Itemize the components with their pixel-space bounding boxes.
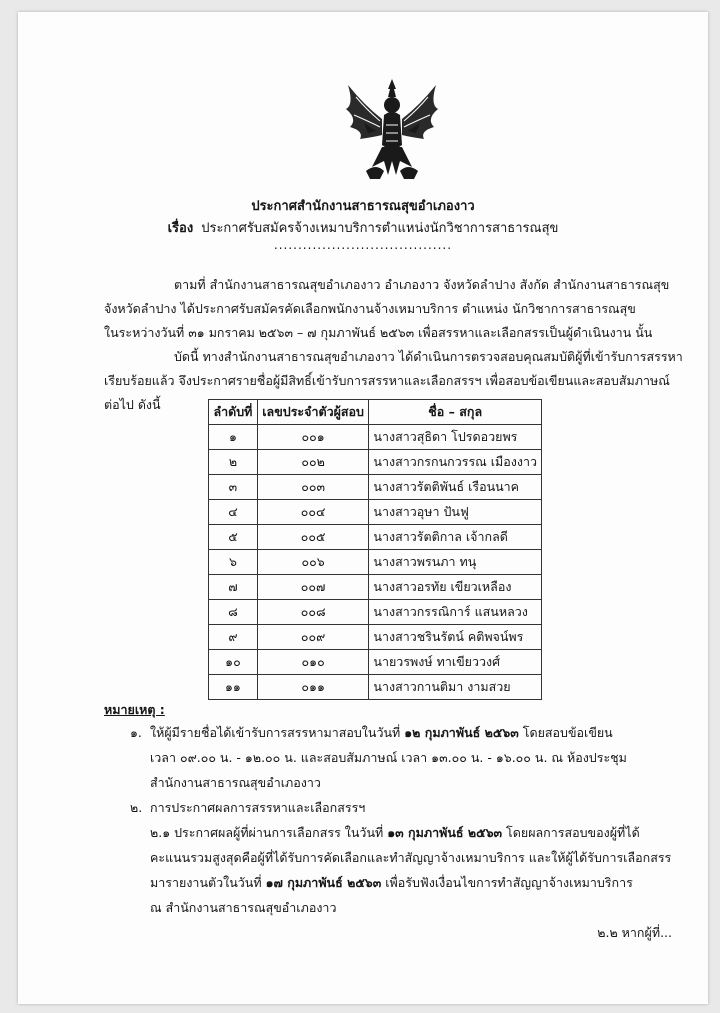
header-order: ลำดับที่ xyxy=(209,400,258,425)
row-fullname: นางสาวกรกนกวรรณ เมืองงาว xyxy=(369,450,542,475)
row-fullname: นางสาวรัตติพันธ์ เรือนนาค xyxy=(369,475,542,500)
paragraph1-line1: ตามที่ สำนักงานสาธารณสุขอำเภองาว อำเภองาว จังหวัดลำปาง สังกัด สำนักงานสาธารณสุข xyxy=(174,277,670,292)
row-order: ๗ xyxy=(209,575,258,600)
candidate-table xyxy=(208,399,542,700)
remark21-line2: คะแนนรวมสูงสุดคือผู้ที่ได้รับการคัดเลือกและทำสัญญาจ้างเหมาบริการ และให้ผู้ได้รับการเลือกสรร xyxy=(150,850,672,865)
announcement-title: ประกาศสำนักงานสาธารณสุขอำเภองาว xyxy=(251,199,475,214)
row-exam-id: ๐๐๕ xyxy=(257,525,369,550)
remark21-date: ๑๓ กุมภาพันธ์ ๒๕๖๓ xyxy=(387,825,503,840)
remark21-line1 xyxy=(150,824,640,842)
paragraph1-line3: ในระหว่างวันที่ ๓๑ มกราคม ๒๕๖๓ – ๗ กุมภาพันธ์ ๒๕๖๓ เพื่อสรรหาและเลือกสรรเป็นผู้ดำเนินงาน นั้น xyxy=(104,325,653,340)
remark1-line3: สำนักงานสาธารณสุขอำเภองาว xyxy=(150,775,321,790)
row-order: ๘ xyxy=(209,600,258,625)
row-order: ๙ xyxy=(209,625,258,650)
header-exam-id: เลขประจำตัวผู้สอบ xyxy=(257,400,369,425)
row-fullname: นางสาวอรทัย เขียวเหลือง xyxy=(369,575,542,600)
row-order: ๕ xyxy=(209,525,258,550)
row-order: ๑๐ xyxy=(209,650,258,675)
paragraph2-line1: บัดนี้ ทางสำนักงานสาธารณสุขอำเภองาว ได้ดำเนินการตรวจสอบคุณสมบัติผู้ที่เข้ารับการสรรหา xyxy=(174,349,683,364)
row-order: ๒ xyxy=(209,450,258,475)
row-fullname: นายวรพงษ์ ทาเขียววงศ์ xyxy=(369,650,542,675)
remarks-label: หมายเหตุ : xyxy=(104,702,165,717)
remark21-line3 xyxy=(150,874,633,892)
remark1-line2: เวลา ๐๙.๐๐ น. - ๑๒.๐๐ น. และสอบสัมภาษณ์ เวลา ๑๓.๐๐ น. - ๑๖.๐๐ น. ณ ห้องประชุม xyxy=(150,750,627,765)
row-fullname: นางสาวรัตติกาล เจ้ากลดี xyxy=(369,525,542,550)
subject-text: ประกาศรับสมัครจ้างเหมาบริการตำแหน่งนักวิชาการสาธารณสุข xyxy=(201,221,559,236)
remark2-number: ๒. xyxy=(130,800,143,815)
garuda-emblem-icon xyxy=(336,75,448,185)
row-fullname: นางสาวสุธิดา โปรดอวยพร xyxy=(369,425,542,450)
row-exam-id: ๐๐๔ xyxy=(257,500,369,525)
paragraph2-line3: ต่อไป ดังนี้ xyxy=(104,397,161,412)
remark21-line3-text-b: เพื่อรับฟังเงื่อนไขการทำสัญญาจ้างเหมาบริการ xyxy=(385,875,633,890)
remark1-date: ๑๒ กุมภาพันธ์ ๒๕๖๓ xyxy=(404,725,519,740)
remark2-line1: การประกาศผลการสรรหาและเลือกสรรฯ xyxy=(150,800,366,815)
table-row xyxy=(209,575,542,600)
table-row xyxy=(209,425,542,450)
remark21-text-a: ๒.๑ ประกาศผลผู้ที่ผ่านการเลือกสรร ในวันที่ xyxy=(150,825,384,840)
remark21-line3-text-a: มารายงานตัวในวันที่ xyxy=(150,875,262,890)
row-exam-id: ๐๐๑ xyxy=(257,425,369,450)
remark1-line1 xyxy=(150,724,613,742)
table-row xyxy=(209,475,542,500)
table-row xyxy=(209,525,542,550)
table-row xyxy=(209,600,542,625)
continuation-text: ๒.๒ หากผู้ที่... xyxy=(597,925,672,940)
row-order: ๓ xyxy=(209,475,258,500)
remark1-text-b: โดยสอบข้อเขียน xyxy=(522,725,613,740)
row-fullname: นางสาวกานติมา งามสวย xyxy=(369,675,542,700)
paragraph1-line2: จังหวัดลำปาง ได้ประกาศรับสมัครคัดเลือกพนักงานจ้างเหมาบริการ ตำแหน่ง นักวิชาการสาธารณสุข xyxy=(104,301,636,316)
remark21-line4: ณ สำนักงานสาธารณสุขอำเภองาว xyxy=(150,900,337,915)
remark1-text-a: ให้ผู้มีรายชื่อได้เข้ารับการสรรหามาสอบในวันที่ xyxy=(150,725,401,740)
row-order: ๔ xyxy=(209,500,258,525)
remark21-text-b: โดยผลการสอบของผู้ที่ได้ xyxy=(506,825,640,840)
row-fullname: นางสาวกรรณิการ์ แสนหลวง xyxy=(369,600,542,625)
document-page xyxy=(18,12,708,1004)
subject-label: เรื่อง xyxy=(167,221,194,236)
row-order: ๑๑ xyxy=(209,675,258,700)
row-exam-id: ๐๐๘ xyxy=(257,600,369,625)
table-row xyxy=(209,675,542,700)
row-exam-id: ๐๐๓ xyxy=(257,475,369,500)
row-exam-id: ๐๑๑ xyxy=(257,675,369,700)
row-exam-id: ๐๑๐ xyxy=(257,650,369,675)
row-fullname: นางสาวพรนภา ทนุ xyxy=(369,550,542,575)
row-order: ๑ xyxy=(209,425,258,450)
remark1-number: ๑. xyxy=(130,725,142,740)
table-row xyxy=(209,625,542,650)
row-fullname: นางสาวชรินรัตน์ คติพจน์พร xyxy=(369,625,542,650)
table-row xyxy=(209,450,542,475)
title-divider: ..................................... xyxy=(273,238,453,252)
row-exam-id: ๐๐๙ xyxy=(257,625,369,650)
announcement-subject xyxy=(18,217,708,238)
row-exam-id: ๐๐๒ xyxy=(257,450,369,475)
row-fullname: นางสาวอุษา ปันฟู xyxy=(369,500,542,525)
header-fullname: ชื่อ – สกุล xyxy=(369,400,542,425)
table-row xyxy=(209,550,542,575)
remark21-report-date: ๑๗ กุมภาพันธ์ ๒๕๖๓ xyxy=(265,875,382,890)
row-exam-id: ๐๐๖ xyxy=(257,550,369,575)
paragraph2-line2: เรียบร้อยแล้ว จึงประกาศรายชื่อผู้มีสิทธิ์เข้ารับการสรรหาและเลือกสรรฯ เพื่อสอบข้อเขียนและสอบสัมภาษณ์ xyxy=(104,373,670,388)
table-row xyxy=(209,500,542,525)
row-order: ๖ xyxy=(209,550,258,575)
row-exam-id: ๐๐๗ xyxy=(257,575,369,600)
table-header-row xyxy=(209,400,542,425)
table-row xyxy=(209,650,542,675)
